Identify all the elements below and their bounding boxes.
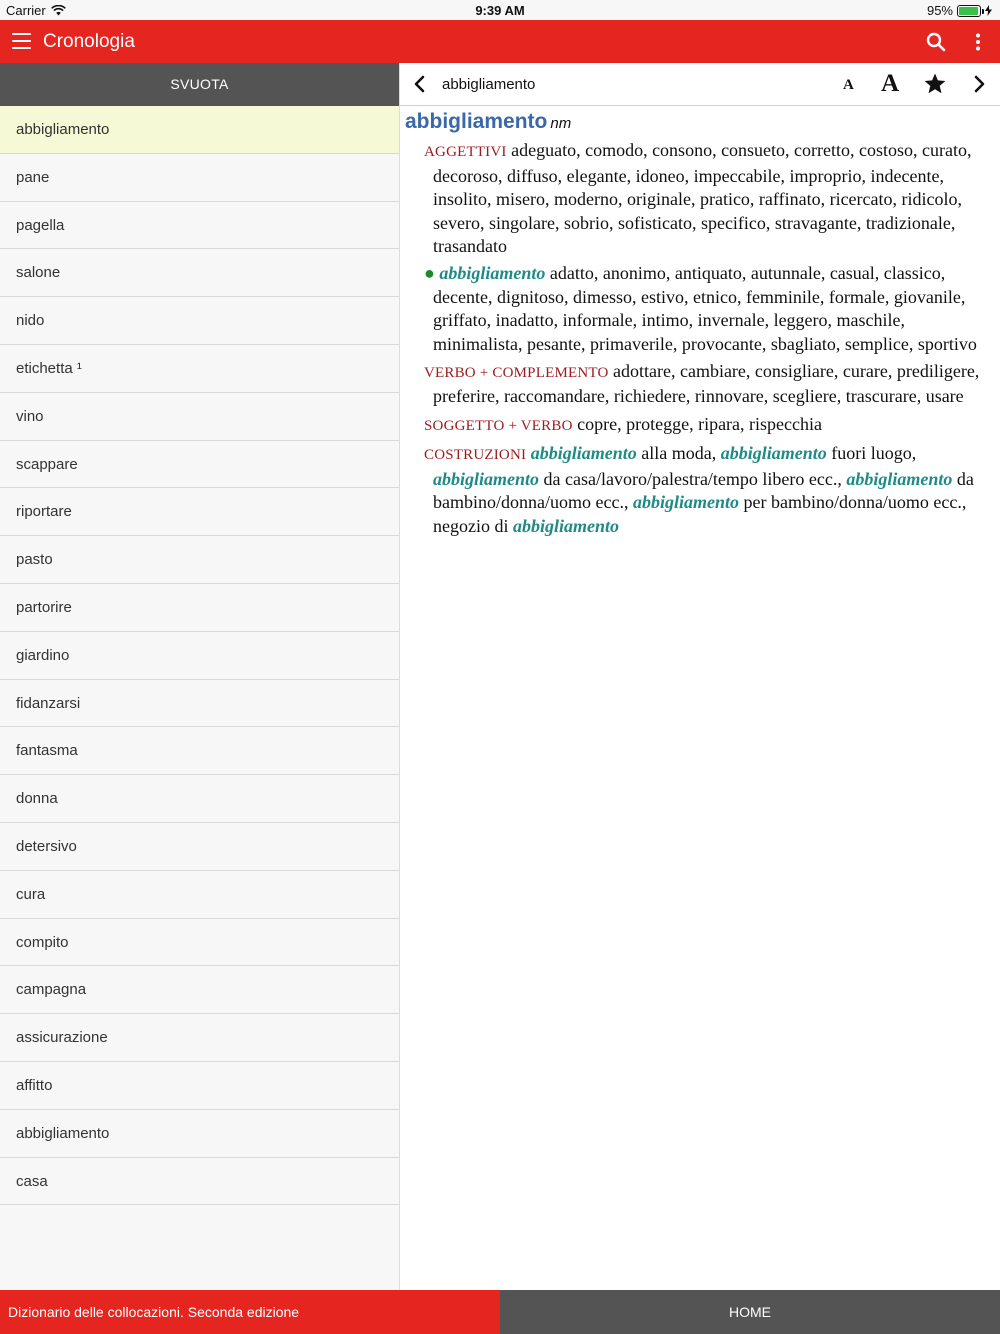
history-item[interactable]: fantasma (0, 727, 399, 775)
verbo-label: VERBO + COMPLEMENTO (424, 365, 609, 382)
costruzione-keyword: abbigliamento (433, 468, 540, 489)
soggetto-section (424, 413, 992, 438)
carrier-label: Carrier (6, 3, 46, 18)
history-item[interactable]: giardino (0, 632, 399, 680)
history-item[interactable]: riportare (0, 488, 399, 536)
history-item[interactable]: partorire (0, 584, 399, 632)
entry-heading (405, 110, 992, 135)
history-item[interactable]: etichetta ¹ (0, 345, 399, 393)
sub-entry-section (424, 262, 992, 356)
costruzione-keyword: abbigliamento (512, 515, 619, 536)
history-item[interactable]: detersivo (0, 823, 399, 871)
bullet-icon: ● (424, 263, 435, 284)
costruzioni-section (424, 442, 992, 538)
history-item[interactable]: abbigliamento (0, 1110, 399, 1158)
entry-toolbar-headword: abbigliamento (442, 76, 536, 93)
history-item[interactable]: pasto (0, 536, 399, 584)
clear-history-button[interactable]: SVUOTA (0, 63, 399, 106)
history-item[interactable]: casa (0, 1158, 399, 1206)
entry-toolbar (400, 63, 1000, 106)
history-item[interactable]: cura (0, 871, 399, 919)
menu-icon[interactable] (12, 33, 31, 49)
costruzione-text: da casa/lavoro/palestra/tempo libero ecc., (539, 468, 847, 489)
costruzione-text: fuori luogo, (826, 443, 917, 464)
more-options-icon[interactable] (968, 32, 988, 52)
history-list (0, 106, 399, 1205)
home-button[interactable]: HOME (500, 1290, 1000, 1334)
status-time: 9:39 AM (475, 3, 525, 18)
charging-bolt-icon (985, 5, 992, 16)
history-item[interactable]: vino (0, 393, 399, 441)
decrease-font-button[interactable]: A (843, 77, 854, 93)
aggettivi-label: AGGETTIVI (424, 144, 507, 161)
search-icon[interactable] (925, 31, 947, 53)
history-item[interactable]: donna (0, 775, 399, 823)
costruzione-keyword: abbigliamento (530, 443, 637, 464)
costruzione-text: da bambino/donna/uomo ecc., (433, 468, 974, 513)
aggettivi-section (424, 139, 992, 258)
aggettivi-text: adeguato, comodo, consono, consueto, corretto, costoso, curato, decoroso, diffuso, elegante, idoneo, impeccabile, improprio, indecente, insolito, misero, moderno, originale, pratico, raffinato, ricercato, ridicolo, severo, singolare, sobrio, sofisticato, specifico, stravagante, tradizionale, trasandato (433, 140, 972, 257)
costruzione-keyword: abbigliamento (846, 468, 953, 489)
chevron-right-icon[interactable] (971, 75, 987, 93)
history-item[interactable]: nido (0, 297, 399, 345)
page-title: Cronologia (43, 31, 135, 52)
battery-icon (957, 5, 981, 17)
battery-indicator (927, 3, 992, 18)
history-item[interactable]: pagella (0, 202, 399, 250)
sub-entry-keyword: abbigliamento (439, 263, 546, 284)
history-item[interactable]: compito (0, 919, 399, 967)
verbo-text: adottare, cambiare, consigliare, curare, prediligere, preferire, raccomandare, richiedere, rinnovare, scegliere, trascurare, usare (433, 361, 980, 407)
star-icon[interactable] (923, 72, 947, 96)
entry-pane (400, 63, 1000, 1290)
costruzioni-label: COSTRUZIONI (424, 447, 527, 464)
increase-font-button[interactable]: A (881, 70, 900, 97)
history-item[interactable]: fidanzarsi (0, 680, 399, 728)
history-item[interactable]: assicurazione (0, 1014, 399, 1062)
history-item[interactable]: abbigliamento (0, 106, 399, 154)
dictionary-name: Dizionario delle collocazioni. Seconda edizione (0, 1290, 500, 1334)
status-bar (0, 0, 1000, 20)
chevron-left-icon[interactable] (412, 75, 428, 93)
costruzione-keyword: abbigliamento (632, 492, 739, 513)
sub-entry-text: adatto, anonimo, antiquato, autunnale, casual, classico, decente, dignitoso, dimesso, estivo, etnico, femminile, formale, giovanile, griffato, inadatto, informale, intimo, invernale, leggero, maschile, minimalista, pesante, primaverile, provocante, sbagliato, semplice, sportivo (433, 263, 977, 354)
verbo-section (424, 360, 992, 409)
costruzione-keyword: abbigliamento (720, 443, 827, 464)
costruzione-text: alla moda, (636, 443, 721, 464)
costruzione-text: per bambino/donna/uomo ecc., negozio di (433, 492, 967, 536)
history-item[interactable]: scappare (0, 441, 399, 489)
part-of-speech: nm (550, 115, 572, 132)
dictionary-entry (400, 106, 1000, 538)
battery-fill (959, 7, 978, 15)
entry-headword: abbigliamento (405, 110, 548, 133)
history-item[interactable]: affitto (0, 1062, 399, 1110)
history-item[interactable]: pane (0, 154, 399, 202)
battery-percent: 95% (926, 3, 953, 18)
soggetto-label: SOGGETTO + VERBO (424, 417, 573, 434)
soggetto-text: copre, protegge, ripara, rispecchia (577, 413, 822, 434)
history-item[interactable]: salone (0, 249, 399, 297)
app-bar (0, 20, 1000, 63)
history-pane (0, 63, 400, 1290)
history-item[interactable]: campagna (0, 966, 399, 1014)
